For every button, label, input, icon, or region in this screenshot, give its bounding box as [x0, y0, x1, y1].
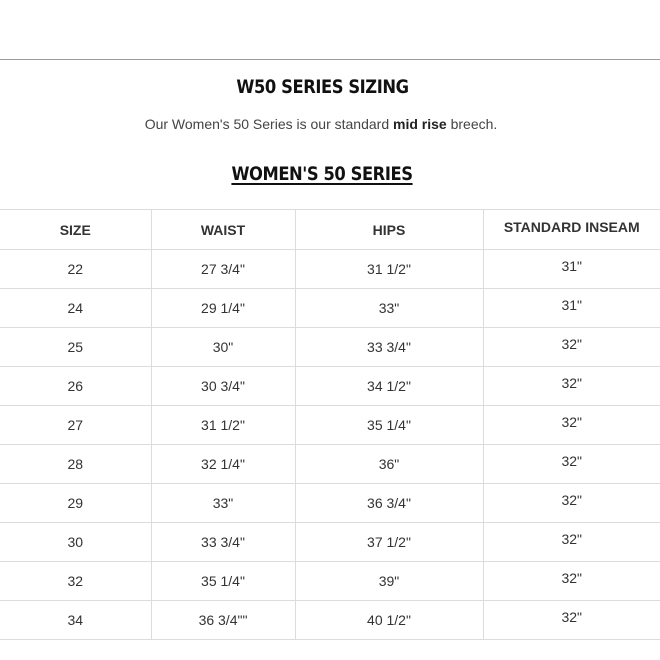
- table-heading: [45, 163, 599, 185]
- size-cell: 28: [0, 445, 151, 484]
- size-cell: 30: [0, 523, 151, 562]
- series-description: [0, 116, 642, 132]
- inseam-cell: 31": [483, 289, 660, 328]
- hips-cell: 39": [295, 562, 483, 601]
- hips-cell: 34 1/2": [295, 367, 483, 406]
- table-row: [0, 484, 660, 523]
- table-row: [0, 445, 660, 484]
- description-text-end: breech.: [446, 116, 498, 132]
- size-cell: 24: [0, 289, 151, 328]
- waist-cell: 36 3/4"": [151, 601, 295, 640]
- inseam-cell: 32": [483, 601, 660, 640]
- header-waist: WAIST: [151, 210, 295, 250]
- sizing-table: [0, 209, 660, 640]
- header-standard-inseam: STANDARD INSEAM: [483, 210, 660, 250]
- inseam-cell: 32": [483, 328, 660, 367]
- size-cell: 25: [0, 328, 151, 367]
- waist-cell: 30": [151, 328, 295, 367]
- waist-cell: 31 1/2": [151, 406, 295, 445]
- header-hips: HIPS: [295, 210, 483, 250]
- waist-cell: 32 1/4": [151, 445, 295, 484]
- table-row: [0, 406, 660, 445]
- waist-cell: 30 3/4": [151, 367, 295, 406]
- hips-cell: 33": [295, 289, 483, 328]
- hips-cell: 37 1/2": [295, 523, 483, 562]
- hips-cell: 36": [295, 445, 483, 484]
- size-cell: 29: [0, 484, 151, 523]
- inseam-cell: 32": [483, 367, 660, 406]
- waist-cell: 33": [151, 484, 295, 523]
- hips-cell: 31 1/2": [295, 250, 483, 289]
- waist-cell: 27 3/4": [151, 250, 295, 289]
- hips-cell: 33 3/4": [295, 328, 483, 367]
- size-cell: 22: [0, 250, 151, 289]
- table-row: [0, 328, 660, 367]
- inseam-cell: 31": [483, 250, 660, 289]
- header-size: SIZE: [0, 210, 151, 250]
- size-cell: 34: [0, 601, 151, 640]
- inseam-cell: 32": [483, 445, 660, 484]
- description-highlight: mid rise: [393, 116, 447, 132]
- hips-cell: 36 3/4": [295, 484, 483, 523]
- waist-cell: 35 1/4": [151, 562, 295, 601]
- waist-cell: 29 1/4": [151, 289, 295, 328]
- table-header-row: [0, 210, 660, 250]
- inseam-cell: 32": [483, 523, 660, 562]
- table-row: [0, 289, 660, 328]
- table-row: [0, 367, 660, 406]
- table-row: [0, 562, 660, 601]
- size-cell: 27: [0, 406, 151, 445]
- inseam-cell: 32": [483, 484, 660, 523]
- table-row: [0, 601, 660, 640]
- inseam-cell: 32": [483, 562, 660, 601]
- page-title: W50 SERIES SIZING: [236, 76, 409, 98]
- top-divider: [0, 59, 660, 60]
- description-text-start: Our Women's 50 Series is our standard: [144, 116, 393, 132]
- size-cell: 26: [0, 367, 151, 406]
- waist-cell: 33 3/4": [151, 523, 295, 562]
- hips-cell: 35 1/4": [295, 406, 483, 445]
- size-cell: 32: [0, 562, 151, 601]
- table-row: [0, 250, 660, 289]
- table-row: [0, 523, 660, 562]
- inseam-cell: 32": [483, 406, 660, 445]
- hips-cell: 40 1/2": [295, 601, 483, 640]
- table-heading-text: WOMEN'S 50 SERIES: [231, 163, 413, 185]
